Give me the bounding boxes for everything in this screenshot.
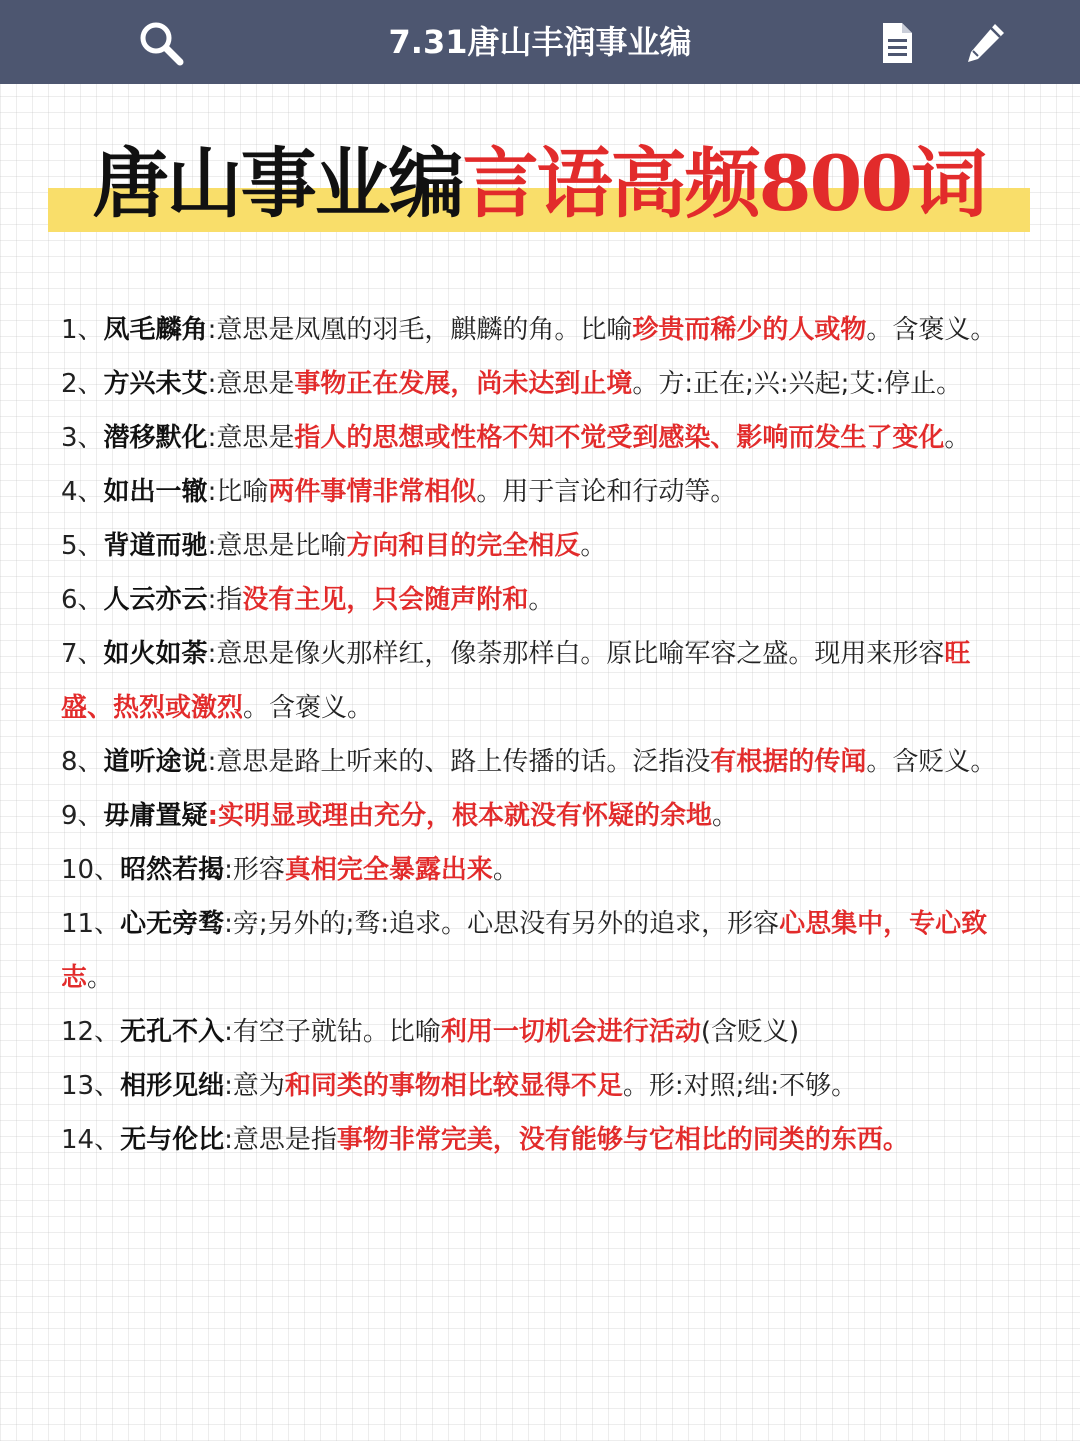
entry-highlight-text: 心思集中，专心致志	[61, 909, 988, 993]
headline-red-part: 言语高频800词	[462, 139, 986, 228]
entry-text: 。含贬义。	[866, 747, 997, 777]
entry-term: 潜移默化	[103, 423, 208, 453]
entry-number: 13、	[61, 1071, 121, 1101]
top-bar	[0, 0, 1080, 84]
entry-term: 相形见绌	[120, 1071, 225, 1101]
list-item	[61, 1113, 1021, 1167]
headline-text	[48, 132, 1030, 236]
entry-highlight-text: 方向和目的完全相反	[346, 531, 581, 561]
entry-text: (含贬义)	[700, 1017, 800, 1047]
entry-highlight-text: 旺盛、热烈或激烈	[61, 639, 971, 723]
pencil-icon[interactable]	[962, 20, 1008, 66]
entry-text: 。	[492, 855, 519, 885]
page-title: 7.31唐山丰润事业编	[388, 23, 692, 61]
entry-text: :旁;另外的;骛:追求。心思没有另外的追求，形容	[224, 909, 780, 939]
entry-number: 2、	[61, 369, 104, 399]
headline-black-part: 唐山事业编	[92, 139, 463, 228]
entry-number: 4、	[61, 477, 104, 507]
entry-highlight-text: 事物正在发展，尚未达到止境	[294, 369, 633, 399]
entry-number: 10、	[61, 855, 121, 885]
entry-text: 。	[87, 963, 114, 993]
entry-text: :有空子就钻。比喻	[224, 1017, 441, 1047]
list-item	[61, 843, 1021, 897]
entry-number: 3、	[61, 423, 104, 453]
entry-term: 毋庸置疑	[103, 801, 208, 831]
entry-text: 。	[580, 531, 607, 561]
entry-text: 。含褒义。	[866, 315, 997, 345]
list-item	[61, 789, 1021, 843]
entry-text: :意思是	[207, 369, 295, 399]
entry-term: 道听途说	[103, 747, 208, 777]
entry-text: :意思是	[207, 423, 295, 453]
list-item	[61, 573, 1021, 627]
list-item	[61, 303, 1021, 357]
entry-number: 11、	[61, 909, 121, 939]
entry-highlight-text: 两件事情非常相似	[268, 477, 477, 507]
entry-text: 。含褒义。	[243, 693, 374, 723]
list-item	[61, 1005, 1021, 1059]
entry-number: 6、	[61, 585, 104, 615]
entry-text: :比喻	[207, 477, 269, 507]
entry-term: 无与伦比	[120, 1125, 225, 1155]
entry-number: 12、	[61, 1017, 121, 1047]
list-item	[61, 627, 1021, 735]
entry-text: :指	[207, 585, 243, 615]
entry-text: :意思是指	[224, 1125, 337, 1155]
entry-number: 1、	[61, 315, 104, 345]
entry-text: :意思是比喻	[207, 531, 347, 561]
entry-term: 背道而驰	[103, 531, 208, 561]
list-item	[61, 411, 1021, 465]
entry-text: 。	[944, 423, 971, 453]
entry-term: 人云亦云	[103, 585, 208, 615]
entry-number: 9、	[61, 801, 104, 831]
entry-number: 5、	[61, 531, 104, 561]
entry-text: 。	[711, 801, 738, 831]
document-icon[interactable]	[874, 20, 920, 66]
entry-term: 方兴未艾	[103, 369, 208, 399]
entry-number: 8、	[61, 747, 104, 777]
vocab-list	[61, 303, 1021, 1167]
entry-highlight-text: 利用一切机会进行活动	[440, 1017, 701, 1047]
list-item	[61, 735, 1021, 789]
entry-highlight-text: 没有主见，只会随声附和	[242, 585, 529, 615]
entry-text: 。	[528, 585, 555, 615]
entry-text: 。用于言论和行动等。	[476, 477, 737, 507]
entry-highlight-text: :	[207, 801, 218, 831]
entry-text: :意思是凤凰的羽毛，麒麟的角。比喻	[207, 315, 633, 345]
list-item	[61, 1059, 1021, 1113]
list-item	[61, 897, 1021, 1005]
entry-highlight-text: 有根据的传闻	[710, 747, 867, 777]
entry-highlight-text: 和同类的事物相比较显得不足	[284, 1071, 623, 1101]
entry-highlight-text: 事物非常完美，没有能够与它相比的同类的东西。	[336, 1125, 909, 1155]
entry-text: 。形:对照;绌:不够。	[622, 1071, 858, 1101]
entry-number: 14、	[61, 1125, 121, 1155]
entry-highlight-text: 珍贵而稀少的人或物	[632, 315, 867, 345]
headline	[48, 132, 1030, 236]
entry-term: 昭然若揭	[120, 855, 225, 885]
entry-number: 7、	[61, 639, 104, 669]
entry-term: 凤毛麟角	[103, 315, 208, 345]
entry-text: :意思是像火那样红，像荼那样白。原比喻军容之盛。现用来形容	[207, 639, 945, 669]
entry-text: :形容	[224, 855, 285, 885]
entry-term: 无孔不入	[120, 1017, 225, 1047]
entry-text: 。方:正在;兴:兴起;艾:停止。	[632, 369, 963, 399]
entry-highlight-text: 真相完全暴露出来	[284, 855, 493, 885]
entry-highlight-text: 实明显或理由充分，根本就没有怀疑的余地	[217, 801, 712, 831]
entry-term: 如火如荼	[103, 639, 208, 669]
entry-highlight-text: 指人的思想或性格不知不觉受到感染、影响而发生了变化	[294, 423, 945, 453]
list-item	[61, 357, 1021, 411]
entry-text: :意思是路上听来的、路上传播的话。泛指没	[207, 747, 711, 777]
entry-text: :意为	[224, 1071, 285, 1101]
list-item	[61, 465, 1021, 519]
entry-term: 如出一辙	[103, 477, 208, 507]
entry-term: 心无旁骛	[120, 909, 225, 939]
list-item	[61, 519, 1021, 573]
